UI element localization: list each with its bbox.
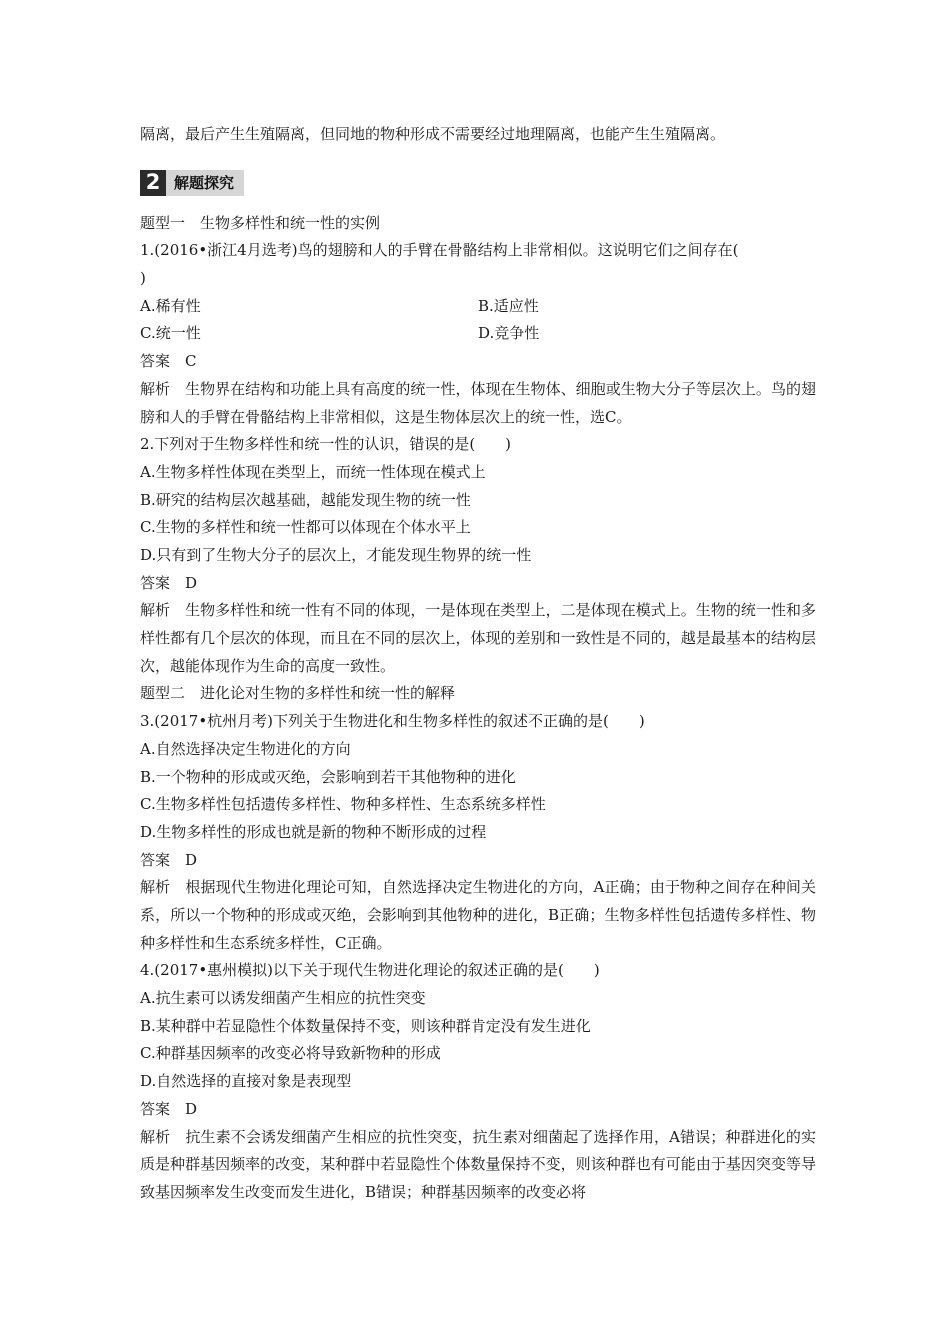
q3-answer: 答案 D — [140, 850, 198, 869]
q4-answer: 答案 D — [140, 1099, 198, 1118]
q4-option-b: B.某种群中若显隐性个体数量保持不变，则该种群肯定没有发生进化 — [140, 1016, 591, 1035]
q3-option-a: A.自然选择决定生物进化的方向 — [140, 739, 351, 758]
q2-option-c: C.生物的多样性和统一性都可以体现在个体水平上 — [140, 518, 471, 537]
q4-option-a: A.抗生素可以诱发细菌产生相应的抗性突变 — [140, 989, 426, 1008]
q2-option-b: B.研究的结构层次越基础，越能发现生物的统一性 — [140, 490, 471, 509]
q1-option-c: C.统一性 — [140, 324, 201, 343]
q1-option-d: D.竞争性 — [478, 324, 540, 343]
section-header — [140, 168, 816, 198]
q3-stem: 3.(2017•杭州月考)下列关于生物进化和生物多样性的叙述不正确的是( ) — [140, 712, 645, 731]
q1-stem-line1: 1.(2016•浙江4月选考)鸟的翅膀和人的手臂在骨骼结构上非常相似。这说明它们之间存在( — [140, 241, 739, 260]
section-title: 解题探究 — [166, 170, 244, 196]
q2-option-a: A.生物多样性体现在类型上，而统一性体现在模式上 — [140, 462, 486, 481]
q3-option-d: D.生物多样性的形成也就是新的物种不断形成的过程 — [140, 822, 487, 841]
q1-stem-line2: ) — [140, 269, 146, 288]
q1-answer: 答案 C — [140, 352, 197, 371]
section-number-badge: 2 — [140, 170, 166, 196]
q3-analysis: 解析 根据现代生物进化理论可知，自然选择决定生物进化的方向，A正确；由于物种之间存在种间关系，所以一个物种的形成或灭绝，会影响到其他物种的进化，B正确；生物多样性包括遗传多样性、物种多样性和生态系统多样性，C正确。 — [140, 878, 816, 952]
q2-stem: 2.下列对于生物多样性和统一性的认识，错误的是( ) — [140, 435, 512, 454]
q3-option-b: B.一个物种的形成或灭绝，会影响到若干其他物种的进化 — [140, 767, 516, 786]
q4-stem: 4.(2017•惠州模拟)以下关于现代生物进化理论的叙述正确的是( ) — [140, 961, 600, 980]
q2-option-d: D.只有到了生物大分子的层次上，才能发现生物界的统一性 — [140, 545, 532, 564]
q4-option-c: C.种群基因频率的改变必将导致新物种的形成 — [140, 1044, 441, 1063]
q2-analysis: 解析 生物多样性和统一性有不同的体现，一是体现在类型上，二是体现在模式上。生物的统一性和多样性都有几个层次的体现，而且在不同的层次上，体现的差别和一致性是不同的，越是最基本的结构层次，越能体现作为生命的高度一致性。 — [140, 601, 816, 675]
q1-options-row-1 — [140, 293, 816, 321]
continuation-text: 隔离，最后产生生殖隔离，但同地的物种形成不需要经过地理隔离，也能产生生殖隔离。 — [140, 125, 726, 143]
question-type-heading-1: 题型一 生物多样性和统一性的实例 — [140, 213, 381, 232]
question-type-heading-2: 题型二 进化论对生物的多样性和统一性的解释 — [140, 684, 456, 703]
q2-answer: 答案 D — [140, 573, 198, 592]
document-page — [140, 121, 816, 1207]
q1-options-row-2 — [140, 320, 816, 348]
q1-option-a: A.稀有性 — [140, 296, 201, 315]
q1-analysis: 解析 生物界在结构和功能上具有高度的统一性，体现在生物体、细胞或生物大分子等层次上。鸟的翅膀和人的手臂在骨骼结构上非常相似，这是生物体层次上的统一性，选C。 — [140, 379, 816, 426]
q4-option-d: D.自然选择的直接对象是表现型 — [140, 1072, 352, 1091]
q4-analysis: 解析 抗生素不会诱发细菌产生相应的抗性突变，抗生素对细菌起了选择作用，A错误；种群进化的实质是种群基因频率的改变，某种群中若显隐性个体数量保持不变，则该种群也有可能由于基因突变等导致基因频率发生改变而发生进化，B错误；种群基因频率的改变必将 — [140, 1127, 816, 1201]
q1-option-b: B.适应性 — [478, 296, 539, 315]
q3-option-c: C.生物多样性包括遗传多样性、物种多样性、生态系统多样性 — [140, 795, 546, 814]
